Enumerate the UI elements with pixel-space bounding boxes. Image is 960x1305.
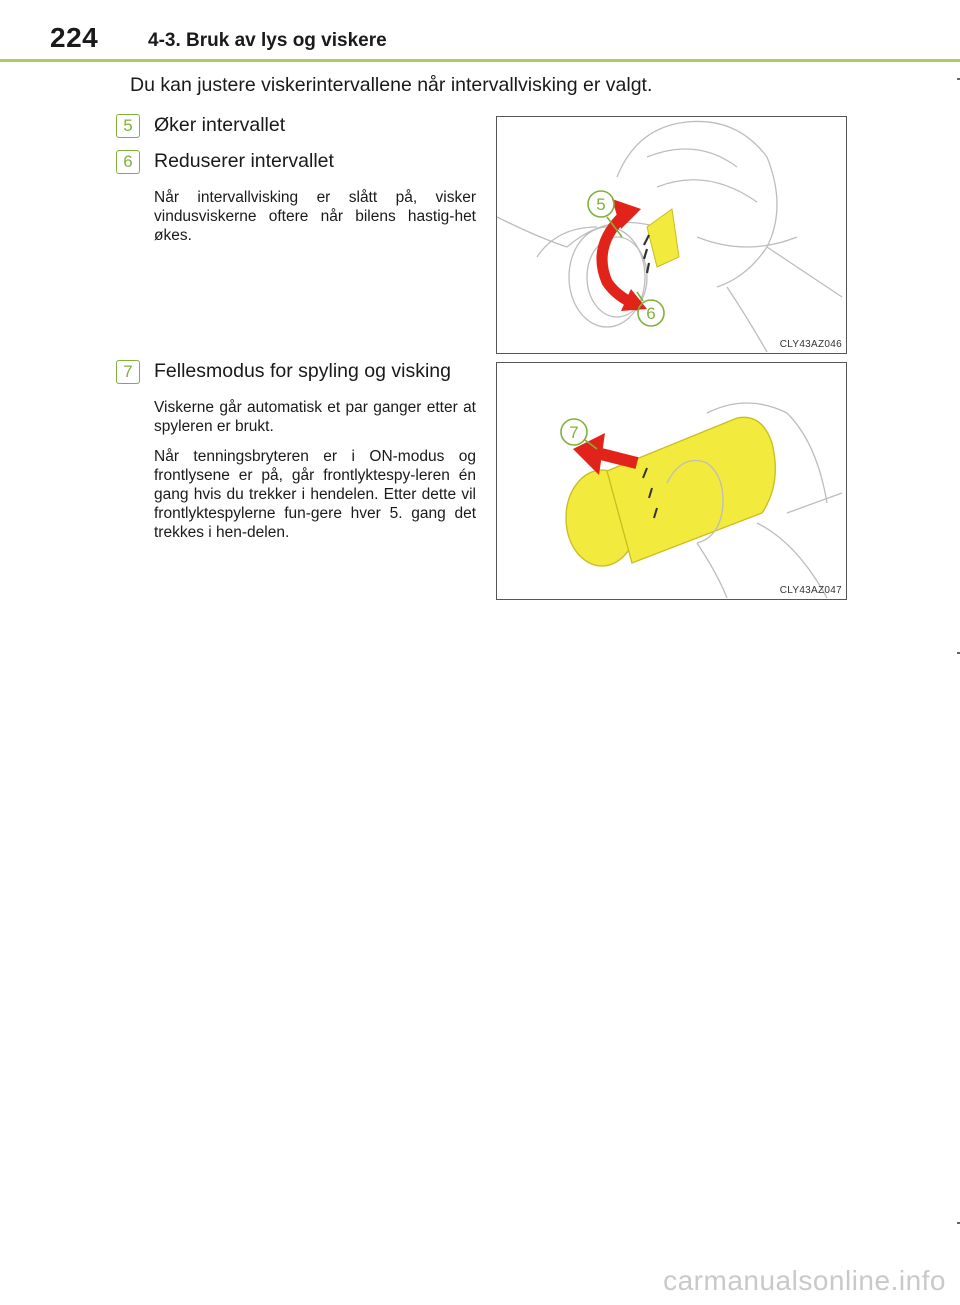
page-number: 224: [50, 22, 99, 53]
item-title-combined-wash-wipe: Fellesmodus for spyling og visking: [154, 360, 451, 382]
callout-6-label: 6: [646, 304, 656, 323]
callout-7-label: 7: [569, 423, 579, 442]
item-number-5-badge: 5: [116, 114, 140, 138]
callout-5-label: 5: [596, 195, 606, 214]
item-title-increase-interval: Øker intervallet: [154, 114, 286, 136]
item-6-description: Når intervallvisking er slått på, visker vindusviskerne oftere når bilens hastig-het økes.: [154, 189, 476, 244]
wiper-lever-illustration-1: [497, 117, 845, 352]
pull-arrow-icon: [597, 453, 637, 463]
item-number-7-badge: 7: [116, 360, 140, 384]
header-rule: [0, 59, 960, 62]
figure-wiper-interval-dial: [496, 116, 847, 354]
watermark: carmanualsonline.info: [663, 1265, 946, 1296]
figure-wash-wipe-pull: [496, 362, 847, 600]
section-title: 4-3. Bruk av lys og viskere: [148, 30, 387, 51]
page-header: [0, 0, 960, 62]
item-title-decrease-interval: Reduserer intervallet: [154, 150, 334, 172]
figure-1-code: CLY43AZ046: [779, 339, 842, 350]
intro-text: Du kan justere viskerintervallene når intervallvisking er valgt.: [130, 74, 653, 96]
wiper-lever-illustration-2: [497, 363, 845, 598]
item-7-description-1: Viskerne går automatisk et par ganger etter at spyleren er brukt.: [154, 399, 476, 435]
figure-2-code: CLY43AZ047: [779, 585, 842, 596]
item-number-6-badge: 6: [116, 150, 140, 174]
item-7-description-2: Når tenningsbryteren er i ON-modus og frontlysene er på, går frontlyktespy-leren én gang hvis du trekker i hendelen. Etter dette vil frontlyktespylerne fun-gere hver 5. gang det trekkes i hen-delen.: [154, 448, 476, 541]
